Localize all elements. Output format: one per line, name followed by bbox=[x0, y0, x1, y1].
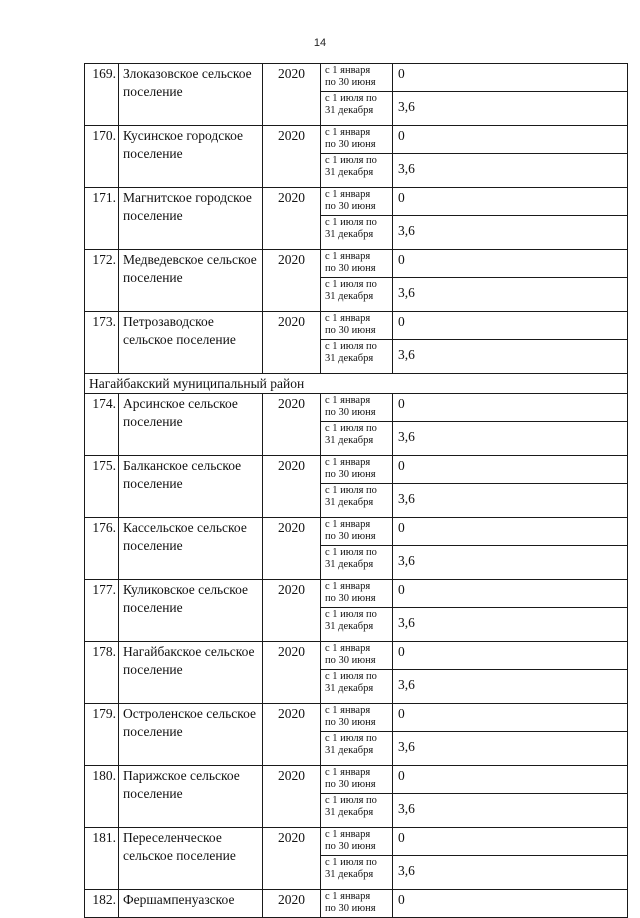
settlement-name: Арсинское сельское поселение bbox=[119, 394, 263, 456]
period-line: по 30 июня bbox=[325, 779, 376, 790]
table-row bbox=[85, 250, 628, 278]
period-line: 31 декабря bbox=[325, 745, 374, 756]
period-line: по 30 июня bbox=[325, 655, 376, 666]
rate-value: 0 bbox=[393, 890, 628, 918]
period-cell bbox=[321, 704, 393, 732]
tax-rate-table bbox=[84, 63, 628, 918]
period-line: с 1 января bbox=[325, 829, 371, 840]
period-cell bbox=[321, 394, 393, 422]
rate-value: 3,6 bbox=[393, 608, 628, 642]
row-number: 179. bbox=[85, 704, 119, 766]
section-title: Нагайбакский муниципальный район bbox=[85, 374, 628, 394]
year-cell: 2020 bbox=[263, 642, 321, 704]
rate-value: 3,6 bbox=[393, 422, 628, 456]
rate-value: 0 bbox=[393, 188, 628, 216]
row-number: 170. bbox=[85, 126, 119, 188]
year-cell: 2020 bbox=[263, 312, 321, 374]
row-number: 177. bbox=[85, 580, 119, 642]
period-line: с 1 июля по bbox=[325, 155, 377, 166]
rate-value: 0 bbox=[393, 580, 628, 608]
period-cell bbox=[321, 278, 393, 312]
rate-value: 0 bbox=[393, 642, 628, 670]
settlement-name: Переселенческое сельское поселение bbox=[119, 828, 263, 890]
period-cell bbox=[321, 794, 393, 828]
period-cell bbox=[321, 642, 393, 670]
period-line: по 30 июня bbox=[325, 77, 376, 88]
rate-value: 3,6 bbox=[393, 546, 628, 580]
settlement-name: Кусинское городское поселение bbox=[119, 126, 263, 188]
settlement-name: Нагайбакское сельское поселение bbox=[119, 642, 263, 704]
table-row bbox=[85, 188, 628, 216]
period-line: 31 декабря bbox=[325, 497, 374, 508]
rate-value: 3,6 bbox=[393, 216, 628, 250]
rate-value: 0 bbox=[393, 312, 628, 340]
period-line: по 30 июня bbox=[325, 593, 376, 604]
period-cell bbox=[321, 422, 393, 456]
row-number: 178. bbox=[85, 642, 119, 704]
period-cell bbox=[321, 188, 393, 216]
table-row bbox=[85, 394, 628, 422]
period-line: 31 декабря bbox=[325, 105, 374, 116]
period-line: 31 декабря bbox=[325, 435, 374, 446]
settlement-name: Куликовское сельское поселение bbox=[119, 580, 263, 642]
period-line: с 1 июля по bbox=[325, 733, 377, 744]
period-line: с 1 января bbox=[325, 519, 371, 530]
table-row bbox=[85, 580, 628, 608]
rate-value: 3,6 bbox=[393, 670, 628, 704]
period-line: по 30 июня bbox=[325, 201, 376, 212]
period-line: по 30 июня bbox=[325, 407, 376, 418]
period-line: с 1 июля по bbox=[325, 341, 377, 352]
settlement-name: Парижское сельское поселение bbox=[119, 766, 263, 828]
table-row bbox=[85, 642, 628, 670]
period-line: 31 декабря bbox=[325, 559, 374, 570]
period-line: по 30 июня bbox=[325, 531, 376, 542]
rate-value: 3,6 bbox=[393, 92, 628, 126]
rate-value: 3,6 bbox=[393, 278, 628, 312]
period-cell bbox=[321, 340, 393, 374]
period-line: 31 декабря bbox=[325, 167, 374, 178]
period-cell bbox=[321, 216, 393, 250]
settlement-name: Фершампенуазское bbox=[119, 890, 263, 918]
period-line: 31 декабря bbox=[325, 291, 374, 302]
table-row bbox=[85, 890, 628, 918]
period-line: с 1 июля по bbox=[325, 93, 377, 104]
period-line: по 30 июня bbox=[325, 841, 376, 852]
period-line: с 1 июля по bbox=[325, 547, 377, 558]
period-line: с 1 июля по bbox=[325, 795, 377, 806]
row-number: 172. bbox=[85, 250, 119, 312]
settlement-name: Остроленское сельское поселение bbox=[119, 704, 263, 766]
period-line: с 1 января bbox=[325, 65, 371, 76]
period-cell bbox=[321, 732, 393, 766]
period-line: с 1 июля по bbox=[325, 609, 377, 620]
period-line: по 30 июня bbox=[325, 469, 376, 480]
period-line: с 1 января bbox=[325, 457, 371, 468]
period-line: по 30 июня bbox=[325, 717, 376, 728]
period-line: с 1 января bbox=[325, 891, 371, 902]
period-cell bbox=[321, 828, 393, 856]
row-number: 180. bbox=[85, 766, 119, 828]
rate-value: 0 bbox=[393, 704, 628, 732]
rate-value: 3,6 bbox=[393, 484, 628, 518]
rate-value: 0 bbox=[393, 518, 628, 546]
row-number: 182. bbox=[85, 890, 119, 918]
period-line: с 1 июля по bbox=[325, 857, 377, 868]
period-cell bbox=[321, 92, 393, 126]
rate-value: 0 bbox=[393, 250, 628, 278]
year-cell: 2020 bbox=[263, 250, 321, 312]
rate-value: 0 bbox=[393, 456, 628, 484]
rate-value: 3,6 bbox=[393, 154, 628, 188]
period-cell bbox=[321, 766, 393, 794]
year-cell: 2020 bbox=[263, 580, 321, 642]
row-number: 171. bbox=[85, 188, 119, 250]
period-line: по 30 июня bbox=[325, 325, 376, 336]
period-line: с 1 июля по bbox=[325, 485, 377, 496]
row-number: 173. bbox=[85, 312, 119, 374]
period-cell bbox=[321, 518, 393, 546]
period-line: с 1 января bbox=[325, 395, 371, 406]
year-cell: 2020 bbox=[263, 890, 321, 918]
table-row bbox=[85, 766, 628, 794]
period-line: с 1 января bbox=[325, 767, 371, 778]
settlement-name: Петрозаводское сельское поселение bbox=[119, 312, 263, 374]
table-row bbox=[85, 64, 628, 92]
period-line: по 30 июня bbox=[325, 139, 376, 150]
period-cell bbox=[321, 250, 393, 278]
period-line: с 1 июля по bbox=[325, 423, 377, 434]
period-line: 31 декабря bbox=[325, 621, 374, 632]
rate-value: 3,6 bbox=[393, 794, 628, 828]
year-cell: 2020 bbox=[263, 188, 321, 250]
rate-value: 0 bbox=[393, 126, 628, 154]
period-cell bbox=[321, 484, 393, 518]
year-cell: 2020 bbox=[263, 394, 321, 456]
period-line: по 30 июня bbox=[325, 263, 376, 274]
table-row bbox=[85, 126, 628, 154]
period-line: с 1 июля по bbox=[325, 217, 377, 228]
year-cell: 2020 bbox=[263, 766, 321, 828]
period-cell bbox=[321, 64, 393, 92]
period-line: 31 декабря bbox=[325, 683, 374, 694]
period-line: с 1 января bbox=[325, 643, 371, 654]
page-number: 14 bbox=[313, 37, 327, 49]
settlement-name: Злоказовское сельское поселение bbox=[119, 64, 263, 126]
year-cell: 2020 bbox=[263, 518, 321, 580]
settlement-name: Магнитское городское поселение bbox=[119, 188, 263, 250]
settlement-name: Медведевское сельское поселение bbox=[119, 250, 263, 312]
period-line: с 1 января bbox=[325, 705, 371, 716]
settlement-name: Балканское сельское поселение bbox=[119, 456, 263, 518]
period-cell bbox=[321, 154, 393, 188]
period-line: с 1 января bbox=[325, 581, 371, 592]
period-line: с 1 июля по bbox=[325, 279, 377, 290]
period-line: 31 декабря bbox=[325, 229, 374, 240]
period-line: с 1 января bbox=[325, 251, 371, 262]
rate-value: 3,6 bbox=[393, 732, 628, 766]
year-cell: 2020 bbox=[263, 126, 321, 188]
year-cell: 2020 bbox=[263, 704, 321, 766]
rate-value: 0 bbox=[393, 766, 628, 794]
period-line: 31 декабря bbox=[325, 807, 374, 818]
table-row bbox=[85, 704, 628, 732]
table-row bbox=[85, 312, 628, 340]
rate-value: 3,6 bbox=[393, 340, 628, 374]
period-cell bbox=[321, 890, 393, 918]
period-cell bbox=[321, 126, 393, 154]
period-line: с 1 января bbox=[325, 189, 371, 200]
period-cell bbox=[321, 670, 393, 704]
period-line: с 1 июля по bbox=[325, 671, 377, 682]
table-row bbox=[85, 456, 628, 484]
row-number: 169. bbox=[85, 64, 119, 126]
rate-value: 3,6 bbox=[393, 856, 628, 890]
period-line: по 30 июня bbox=[325, 903, 376, 914]
period-cell bbox=[321, 546, 393, 580]
section-row bbox=[85, 374, 628, 394]
period-line: 31 декабря bbox=[325, 353, 374, 364]
rate-value: 0 bbox=[393, 64, 628, 92]
year-cell: 2020 bbox=[263, 456, 321, 518]
row-number: 181. bbox=[85, 828, 119, 890]
row-number: 175. bbox=[85, 456, 119, 518]
row-number: 176. bbox=[85, 518, 119, 580]
period-cell bbox=[321, 608, 393, 642]
period-cell bbox=[321, 456, 393, 484]
period-cell bbox=[321, 856, 393, 890]
period-cell bbox=[321, 312, 393, 340]
period-line: 31 декабря bbox=[325, 869, 374, 880]
rate-value: 0 bbox=[393, 828, 628, 856]
settlement-name: Кассельское сельское поселение bbox=[119, 518, 263, 580]
table-row bbox=[85, 828, 628, 856]
period-line: с 1 января bbox=[325, 127, 371, 138]
rate-value: 0 bbox=[393, 394, 628, 422]
row-number: 174. bbox=[85, 394, 119, 456]
period-cell bbox=[321, 580, 393, 608]
year-cell: 2020 bbox=[263, 64, 321, 126]
period-line: с 1 января bbox=[325, 313, 371, 324]
table-row bbox=[85, 518, 628, 546]
year-cell: 2020 bbox=[263, 828, 321, 890]
